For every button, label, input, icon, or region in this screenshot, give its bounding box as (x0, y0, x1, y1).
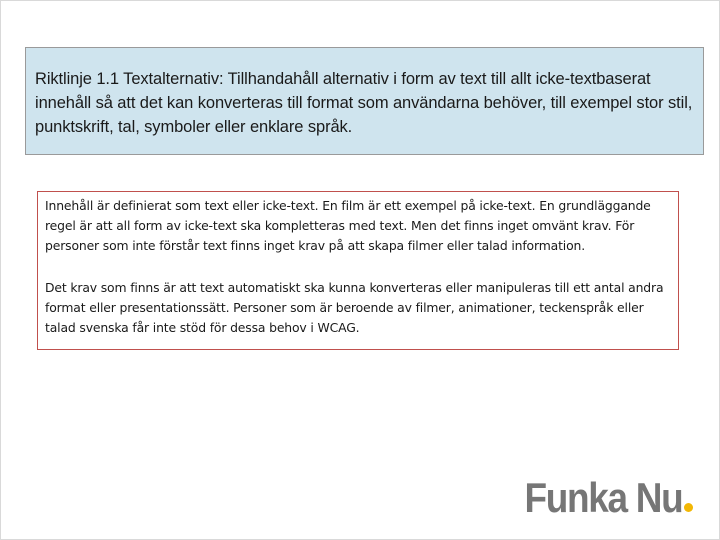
guideline-box (25, 47, 704, 155)
info-box (37, 191, 679, 350)
info-paragraph-1: Innehåll är definierat som text eller icke-text. En film är ett exempel på icke-text. En grundläggande regel är att all form av icke-text ska kompletteras med text. Men det finns inget omvänt krav. För personer som inte förstår text finns inget krav på att skapa filmer eller talad information. (45, 198, 651, 253)
funka-nu-logo (503, 474, 693, 521)
logo-text: Funka Nu (524, 474, 682, 521)
guideline-text: Riktlinje 1.1 Textalternativ: Tillhandahåll alternativ i form av text till allt icke-textbaserat innehåll så att det kan konverteras till format som användarna behöver, till exempel stor stil, punktskrift, tal, symboler eller enklare språk. (35, 70, 693, 136)
info-paragraph-2: Det krav som finns är att text automatiskt ska kunna konverteras eller manipuleras till ett antal andra format eller presentationssätt. Personer som är beroende av filmer, animationer, teckenspråk eller talad svenska får inte stöd för dessa behov i WCAG. (45, 280, 664, 335)
logo-dot-icon (684, 503, 693, 512)
